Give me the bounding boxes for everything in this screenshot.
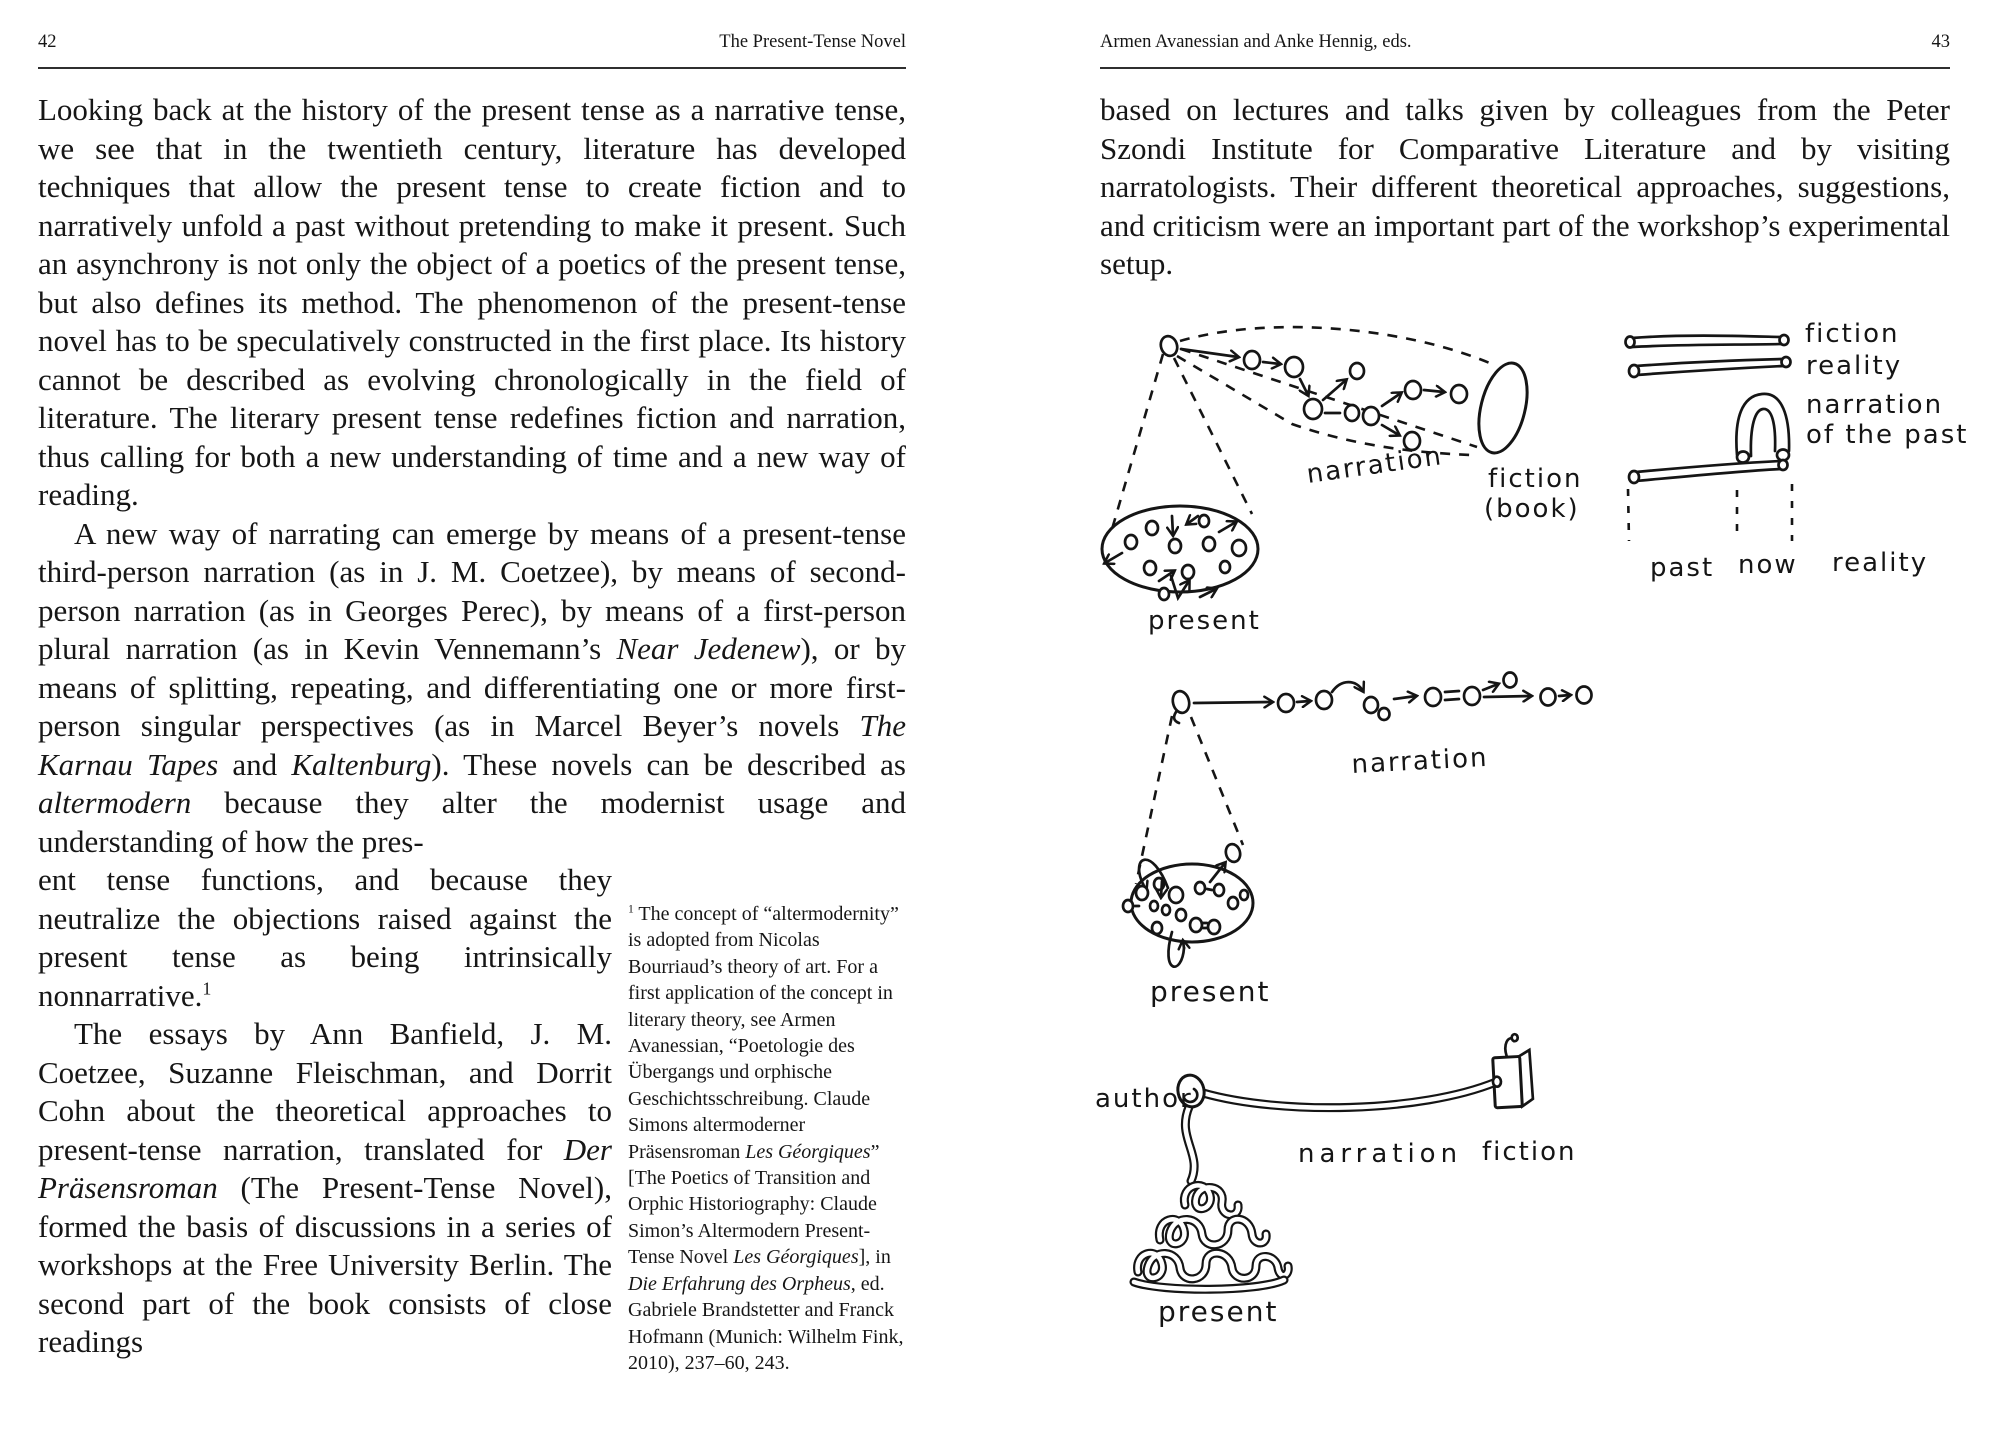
right-page-number: 43 (1931, 32, 1950, 52)
left-page (38, 30, 906, 1376)
bar-end-ring (1782, 357, 1791, 367)
left-running-head (38, 30, 906, 69)
right-running-title: Armen Avanessian and Anke Hennig, eds. (1100, 32, 1412, 52)
right-page-body (1100, 91, 1950, 284)
bar-end-ring (1779, 460, 1788, 470)
paragraph-1: Looking back at the history of the present tense as a narrative tense, we see that in the twentieth century, literature has developed techniques that allow the present tense to create fiction and to narratively unfold a past without pretending to make it present. Such an asynchrony is not only the object of a poetics of the present tense, but also defines its method. The phenomenon of the present-tense novel has to be speculatively constructed in the first place. Its history cannot be described as evolving chronologically in the field of literature. The literary present tense redefines fiction and narration, thus calling for both a new understanding of time and a new way of reading. (38, 92, 906, 512)
book-hook-tip (1512, 1034, 1518, 1041)
bar-end-ring (1629, 471, 1639, 483)
right-running-head (1100, 30, 1950, 69)
blob (1152, 922, 1162, 934)
d1-label-fiction: fiction (1488, 464, 1583, 494)
blob (1123, 900, 1133, 912)
blob (1203, 537, 1215, 551)
paragraph-2-continued: ent tense functions, and because they neutralize the objections raised against the present tense as being intrinsically nonnarrative.$^1$ (38, 862, 612, 1013)
arrow-up (1483, 684, 1498, 690)
arrow (1424, 390, 1444, 392)
text-footnote-row (38, 861, 906, 1376)
left-page-number: 42 (38, 32, 57, 52)
bar-reality-bottom (1636, 366, 1783, 375)
blob (1214, 884, 1224, 896)
blob-superscript (1504, 673, 1517, 688)
bar-end-ring (1626, 337, 1635, 348)
blob (1364, 697, 1378, 713)
equals-bottom (1445, 699, 1459, 700)
diagram-present-narration-chain (1123, 673, 1592, 1009)
blob (1244, 351, 1260, 369)
blob (1208, 920, 1220, 934)
d2-label-reality: reality (1806, 351, 1903, 381)
blob (1451, 385, 1467, 403)
arrow (1263, 362, 1280, 364)
dashed-tube-top (1180, 327, 1492, 364)
d4-label-present: present (1158, 1295, 1279, 1328)
d2-label-narration-of: narration (1806, 390, 1944, 420)
bar-reality-top (1636, 359, 1783, 366)
blob (1577, 687, 1592, 704)
d2-label-reality-2: reality (1832, 548, 1929, 578)
blob (1350, 363, 1364, 379)
blob (1464, 687, 1480, 705)
arrow (1297, 701, 1310, 702)
arrow (1559, 695, 1570, 696)
blob-outside (1224, 842, 1242, 863)
loop-arrow-bottom-head (1183, 941, 1184, 948)
arrow-long (1484, 696, 1531, 697)
arrow (1300, 379, 1308, 395)
dash-link (1207, 889, 1212, 890)
blob (1541, 689, 1556, 706)
blob (1405, 381, 1421, 399)
blob (1345, 405, 1359, 421)
d4-label-fiction: fiction (1482, 1137, 1577, 1167)
bar-end-ring (1629, 365, 1639, 377)
thread-end-ring (1493, 1076, 1502, 1086)
blob (1316, 691, 1332, 709)
blob (1220, 561, 1230, 573)
dashed-drop-past (1628, 489, 1629, 541)
equals-top (1445, 691, 1459, 692)
blob (1136, 886, 1148, 900)
blob (1278, 694, 1294, 712)
arrow (1323, 380, 1346, 400)
arch-inner (1751, 409, 1775, 456)
d1-label-narration: narration (1304, 441, 1445, 490)
paragraph-3: The essays by Ann Banfield, J. M. Coetzee, Suzanne Fleischman, and Dorrit Cohn about the theoretical approaches to present-tense narration, translated for Der Präsensroman (The Present-Tense Novel), formed the basis of discussions in a series of workshops at the Free University Berlin. The second part of the book consists of close readings (38, 1016, 612, 1359)
blob (1190, 918, 1202, 932)
dashed-cone-left (1136, 716, 1172, 884)
fiction-cylinder (1471, 358, 1536, 458)
blob (1150, 901, 1158, 911)
arrow-down (1161, 881, 1162, 897)
blob (1425, 688, 1441, 706)
blob (1162, 905, 1170, 915)
diagram-fiction-reality-bars (1626, 319, 1969, 583)
d2-label-fiction: fiction (1805, 319, 1900, 349)
d3-label-present: present (1150, 975, 1271, 1008)
dashed-tube-bottom-1 (1181, 349, 1477, 447)
hop-arrow (1332, 682, 1363, 692)
arrow (1194, 702, 1272, 703)
arrow (1394, 696, 1416, 699)
blob (1176, 909, 1186, 921)
diagram-author-thread (1095, 1033, 1576, 1328)
d2-label-now: now (1738, 550, 1798, 580)
footnote-1: $^1$ The concept of “altermodernity” is adopted from Nicolas Bourriaud’s theory of art. For a first application of the concept in literary theory, see Armen Avanessian, “Poetologie des Übergangs und orphische Geschichtsschreibung. Claude Simons altermoderner Präsensroman Les Géorgiques” [The Poetics of Transition and Orphic Historiography: Claude Simon’s Altermodern Present-Tense Novel Les Géorgiques], in Die Erfahrung des Orpheus, ed. Gabriele Brandstetter and Franck Hofmann (Munich: Wilhelm Fink, 2010), 237–60, 243. (628, 902, 904, 1374)
blob (1182, 565, 1194, 579)
dashed-tube-bottom-2 (1177, 356, 1471, 455)
blob (1159, 588, 1169, 600)
fiction-book (1491, 1033, 1534, 1107)
d2-label-the-past: of the past (1806, 420, 1969, 450)
blob (1304, 399, 1322, 419)
left-running-title: The Present-Tense Novel (719, 32, 906, 52)
dashed-cone-right (1191, 717, 1243, 845)
blob (1199, 515, 1209, 527)
blob (1144, 561, 1156, 575)
blob (1195, 882, 1205, 894)
blob (1169, 539, 1181, 553)
blob (1228, 897, 1238, 909)
arrow (1382, 393, 1401, 406)
diagram-present-narration-fiction-book (1102, 327, 1582, 636)
arrow (1382, 425, 1399, 435)
origin-blob (1171, 689, 1192, 714)
origin-blob (1158, 334, 1179, 358)
arrow (1172, 516, 1173, 535)
dashed-cone-right-edge (1174, 358, 1252, 514)
left-page-body (38, 91, 906, 1376)
thread-tangle (1134, 1185, 1288, 1289)
paragraph-2: A new way of narrating can emerge by means of a present-tense third-person narration (as in J. M. Coetzee), by means of second-person narration (as in Georges Perec), by means of a first-person plural narration (as in Kevin Vennemann’s Near Jedenew), or by means of splitting, repeating, and differentiating one or more first-person singular perspectives (as in Marcel Beyer’s novels The Karnau Tapes and Kaltenburg). These novels can be described as altermodern because they alter the modernist usage and understanding of how the pres- (38, 515, 906, 859)
blob (1363, 407, 1379, 425)
arch-outer (1736, 394, 1789, 455)
blob (1240, 890, 1248, 900)
blob (1146, 521, 1158, 535)
blob-tail (1174, 712, 1179, 723)
bar-fiction-bottom (1632, 344, 1781, 347)
paragraph-right: based on lectures and talks given by colleagues from the Peter Szondi Institute for Comparative Literature and by visiting narratologists. Their different theoretical approaches, suggestions, and criticism were an important part of the workshop’s experimental setup. (1100, 92, 1950, 281)
blob (1285, 357, 1303, 377)
blob (1125, 535, 1137, 549)
d4-label-narration: narration (1298, 1139, 1463, 1169)
d1-label-present: present (1148, 606, 1261, 636)
d3-label-narration: narration (1350, 742, 1490, 780)
bar-fiction-top (1632, 336, 1781, 338)
narrow-text-column (38, 861, 612, 1376)
blob (1169, 887, 1183, 903)
d2-label-past: past (1650, 553, 1715, 583)
blob (1232, 540, 1246, 556)
d1-label-book: (book) (1484, 494, 1580, 524)
d4-label-author: author (1095, 1084, 1193, 1114)
bar-end-ring (1780, 335, 1789, 345)
right-page (1095, 30, 1969, 1328)
hand-drawn-diagrams (1080, 290, 1980, 1410)
blob (1379, 708, 1390, 720)
